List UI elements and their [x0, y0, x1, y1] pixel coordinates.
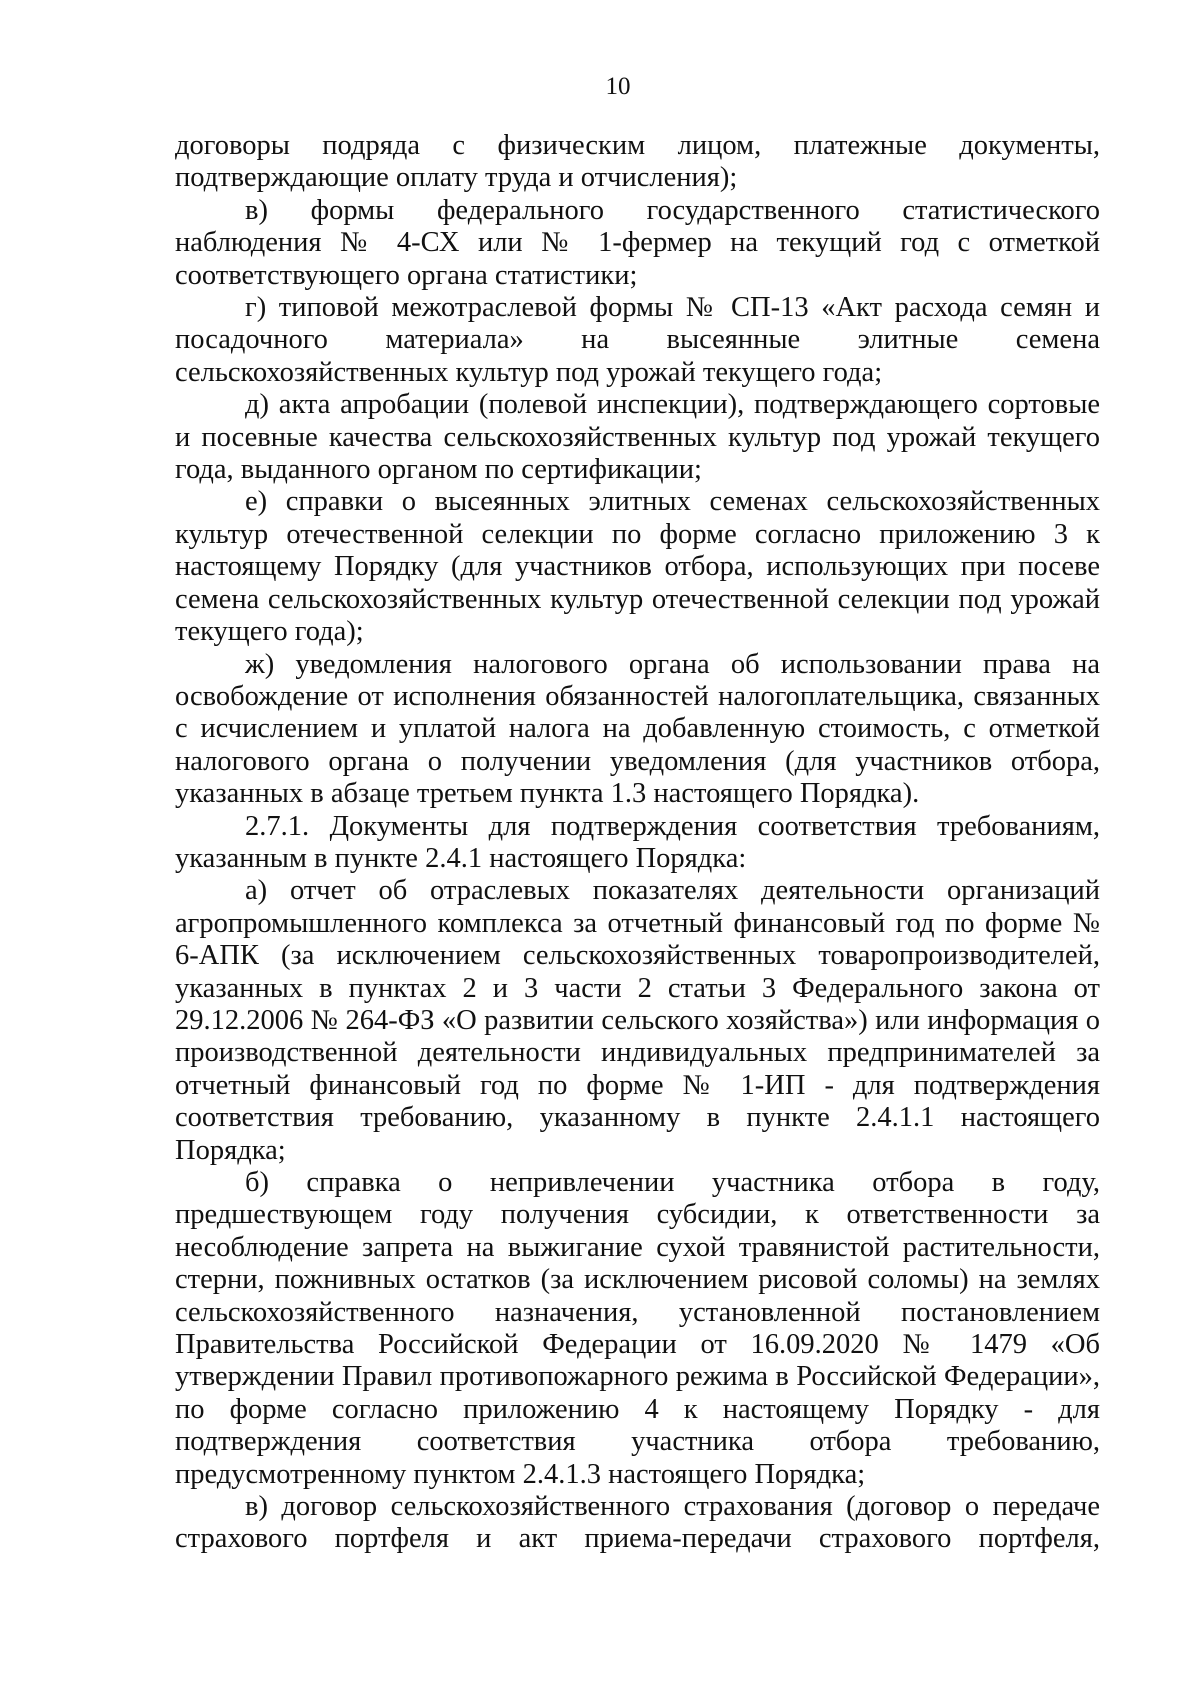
paragraph-item-zh: ж) уведомления налогового органа об использовании права на освобождение от исполнения обязанностей налогоплательщика, связанных с исчислением и уплатой налога на добавленную стоимость, с отметкой налогового органа о получении уведомления (для участников отбора, указанных в абзаце третьем пункта 1.3 настоящего Порядка). [175, 648, 1100, 810]
paragraph-item-v: в) формы федерального государственного статистического наблюдения № 4-СХ или № 1-фермер на текущий год с отметкой соответствующего органа статистики; [175, 194, 1100, 291]
document-body [175, 130, 1100, 1556]
paragraph-item-e: е) справки о высеянных элитных семенах сельскохозяйственных культур отечественной селекции по форме согласно приложению 3 к настоящему Порядку (для участников отбора, использующих при посеве семена сельскохозяйственных культур отечественной селекции под урожай текущего года); [175, 486, 1100, 648]
paragraph-item-b: б) справка о непривлечении участника отбора в году, предшествующем году получения субсидии, к ответственности за несоблюдение запрета на выжигание сухой травянистой растительности, стерни, пожнивных остатков (за исключением рисовой соломы) на землях сельскохозяйственного назначения, установленной постановлением Правительства Российской Федерации от 16.09.2020 № 1479 «Об утверждении Правил противопожарного режима в Российской Федерации», по форме согласно приложению 4 к настоящему Порядку - для подтверждения соответствия участника отбора требованию, предусмотренному пунктом 2.4.1.3 настоящего Порядка; [175, 1167, 1100, 1490]
paragraph-item-v-insurance: в) договор сельскохозяйственного страхования (договор о передаче страхового портфеля и акт приема-передачи страхового портфеля, [175, 1491, 1100, 1555]
paragraph-continuation: договоры подряда с физическим лицом, платежные документы, подтверждающие оплату труда и отчисления); [175, 130, 1100, 194]
paragraph-item-a: а) отчет об отраслевых показателях деятельности организаций агропромышленного комплекса за отчетный финансовый год по форме № 6-АПК (за исключением сельскохозяйственных товаропроизводителей, указанных в пунктах 2 и 3 части 2 статьи 3 Федерального закона от 29.12.2006 № 264-ФЗ «О развитии сельского хозяйства») или информация о производственной деятельности индивидуальных предпринимателей за отчетный финансовый год по форме № 1-ИП - для подтверждения соответствия требованию, указанному в пункте 2.4.1.1 настоящего Порядка; [175, 875, 1100, 1166]
paragraph-section-2-7-1: 2.7.1. Документы для подтверждения соответствия требованиям, указанным в пункте 2.4.1 настоящего Порядка: [175, 810, 1100, 874]
paragraph-item-g: г) типовой межотраслевой формы № СП-13 «Акт расхода семян и посадочного материала» на высеянные элитные семена сельскохозяйственных культур под урожай текущего года; [175, 292, 1100, 388]
page-number: 10 [605, 73, 631, 100]
paragraph-item-d: д) акта апробации (полевой инспекции), подтверждающего сортовые и посевные качества сельскохозяйственных культур под урожай текущего года, выданного органом по сертификации; [175, 389, 1100, 486]
